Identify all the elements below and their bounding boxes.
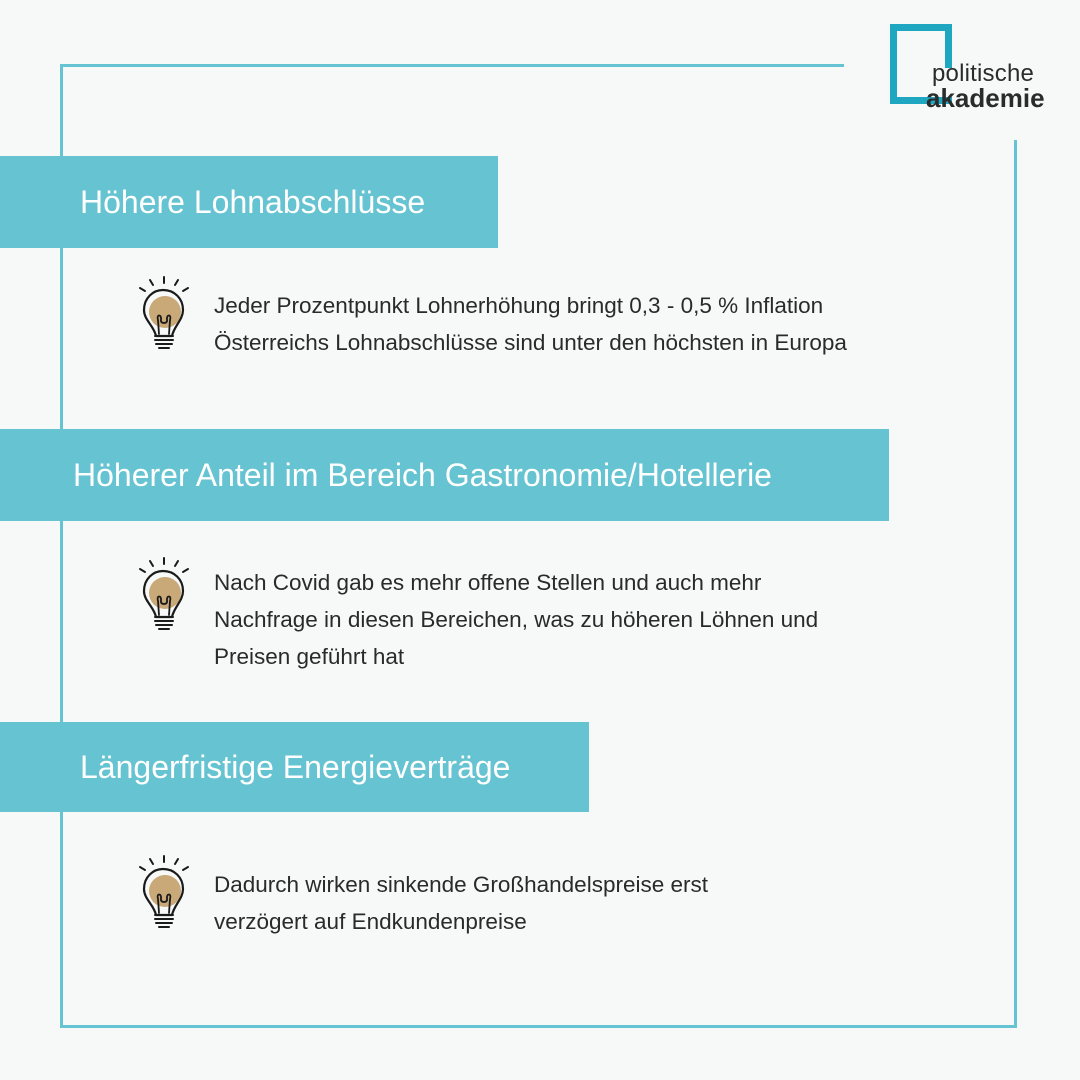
- text-line: Jeder Prozentpunkt Lohnerhöhung bringt 0,3 - 0,5 % Inflation: [214, 293, 824, 318]
- lightbulb-icon: [134, 853, 194, 933]
- text-line: Dadurch wirken sinkende Großhandelspreise erst: [214, 872, 708, 897]
- politische-akademie-logo: [888, 20, 1068, 112]
- lightbulb-icon: [134, 274, 194, 354]
- section-text-gastronomie: [214, 564, 818, 675]
- logo-text-line1: politische: [932, 60, 1035, 87]
- lightbulb-icon: [134, 555, 194, 635]
- text-line: Nach Covid gab es mehr offene Stellen und auch mehr: [214, 570, 762, 595]
- text-line: Österreichs Lohnabschlüsse sind unter den höchsten in Europa: [214, 330, 847, 355]
- text-line: verzögert auf Endkundenpreise: [214, 909, 527, 934]
- frame-top-line: [60, 64, 844, 67]
- section-heading-energievertraege: Längerfristige Energieverträge: [0, 722, 589, 812]
- section-text-lohnabschluesse: [214, 287, 847, 361]
- frame-bottom-line: [60, 1025, 1017, 1028]
- text-line: Preisen geführt hat: [214, 644, 405, 669]
- section-text-energievertraege: [214, 866, 708, 940]
- section-heading-lohnabschluesse: Höhere Lohnabschlüsse: [0, 156, 498, 248]
- text-line: Nachfrage in diesen Bereichen, was zu höheren Löhnen und: [214, 607, 819, 632]
- section-heading-gastronomie: Höherer Anteil im Bereich Gastronomie/Hotellerie: [0, 429, 889, 521]
- frame-right-line: [1014, 140, 1017, 1028]
- logo-text-line2: akademie: [926, 83, 1045, 113]
